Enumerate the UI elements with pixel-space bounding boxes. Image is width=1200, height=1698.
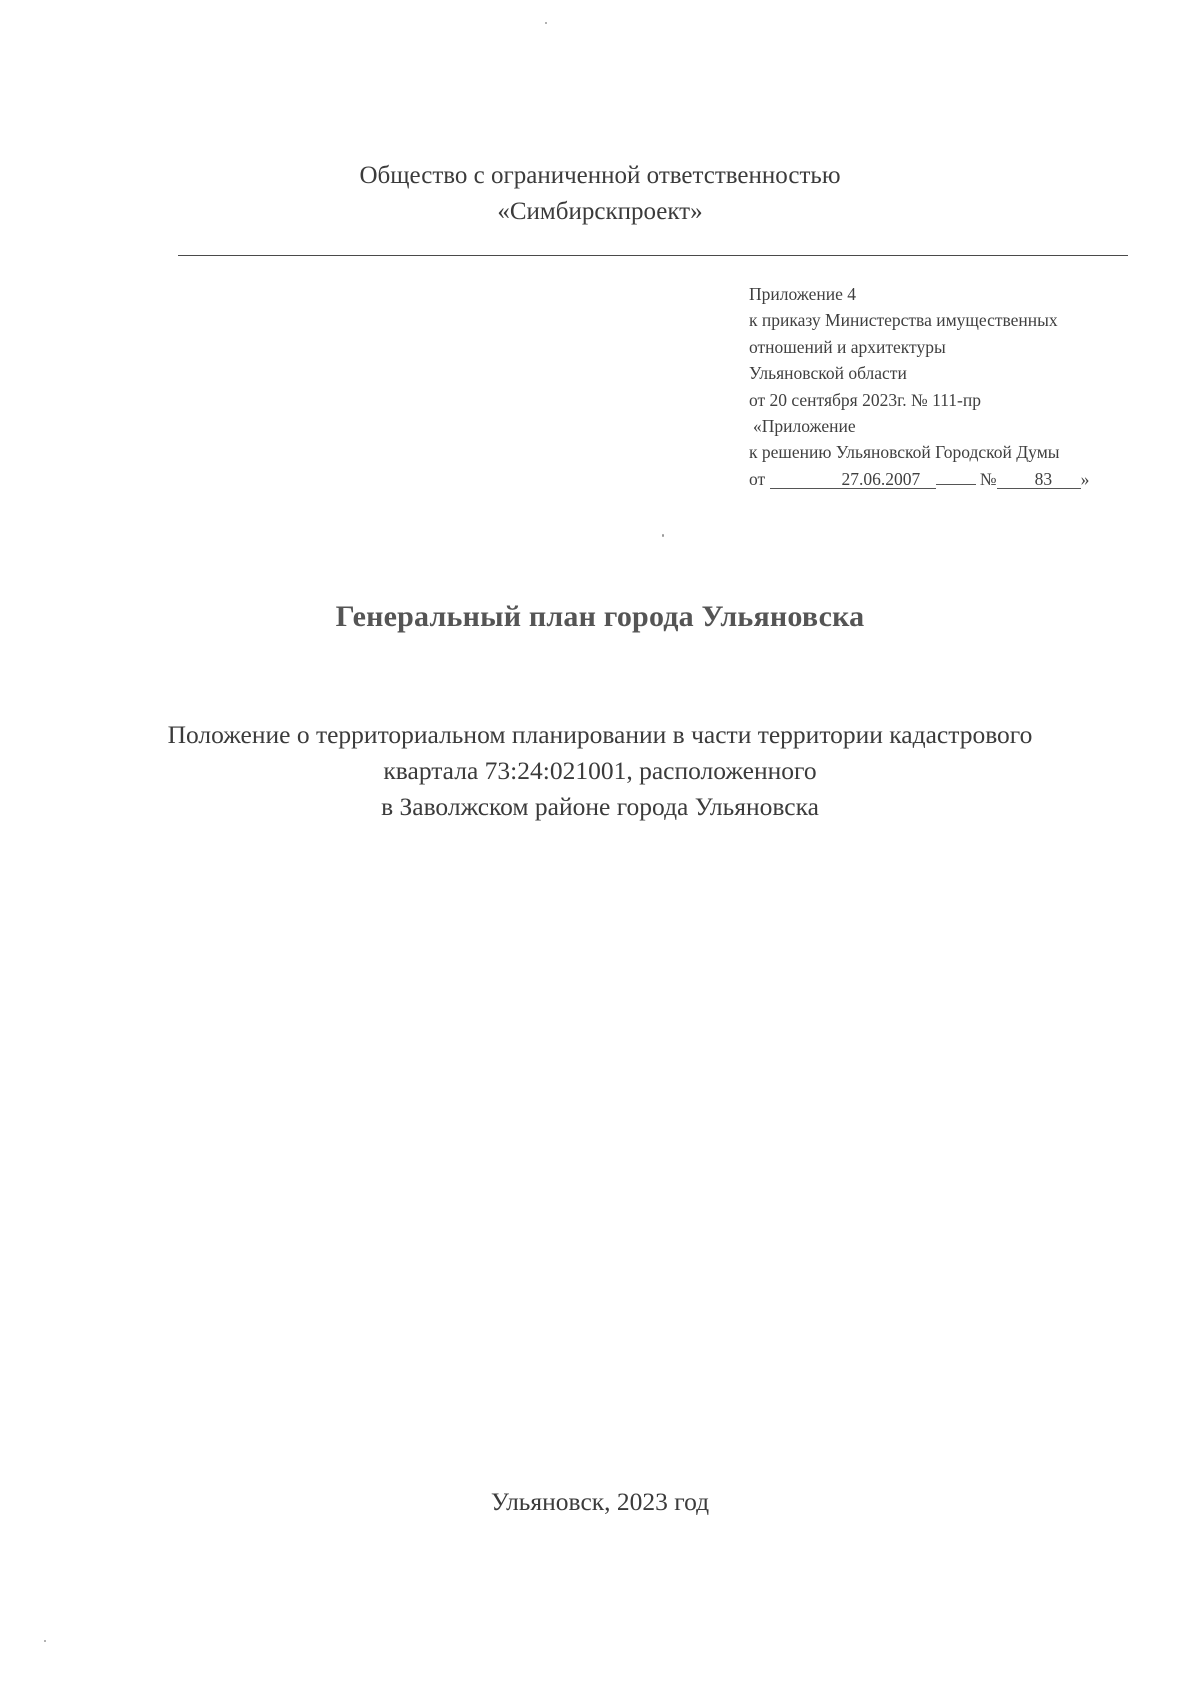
decision-reference-line [749,466,1179,492]
organization-name: Общество с ограниченной ответственностью [359,162,841,189]
decision-date: 27.06.2007 [770,470,936,489]
document-subtitle-line: квартала 73:24:021001, расположенного [383,756,817,785]
scan-speck [662,534,664,537]
appendix-line: от 20 сентября 2023г. № 111-пр [749,389,981,410]
scan-speck [44,1640,46,1642]
header-divider [178,255,1128,256]
document-subtitle-line: Положение о территориальном планировании в части территории кадастрового [167,720,1033,749]
appendix-block [749,281,1179,492]
document-title: Генеральный план города Ульяновска [335,600,865,633]
number-label: № [979,468,997,489]
scan-speck [545,22,547,24]
appendix-line: к приказу Министерства имущественных [749,310,1058,331]
place-and-year: Ульяновск, 2023 год [490,1487,710,1516]
document-subtitle-line: в Заволжском районе города Ульяновска [381,792,819,821]
from-label: от [749,468,766,489]
appendix-line: к решению Ульяновской Городской Думы [749,442,1060,463]
appendix-line: «Приложение [753,416,856,437]
appendix-line: Ульяновской области [749,363,907,384]
date-underline-tail [936,484,976,485]
closing-quote: » [1080,468,1090,489]
appendix-line: Приложение 4 [749,284,857,304]
appendix-line: отношений и архитектуры [749,336,946,357]
decision-number: 83 [997,470,1081,489]
organization-brand: «Симбирскпроект» [497,198,703,225]
